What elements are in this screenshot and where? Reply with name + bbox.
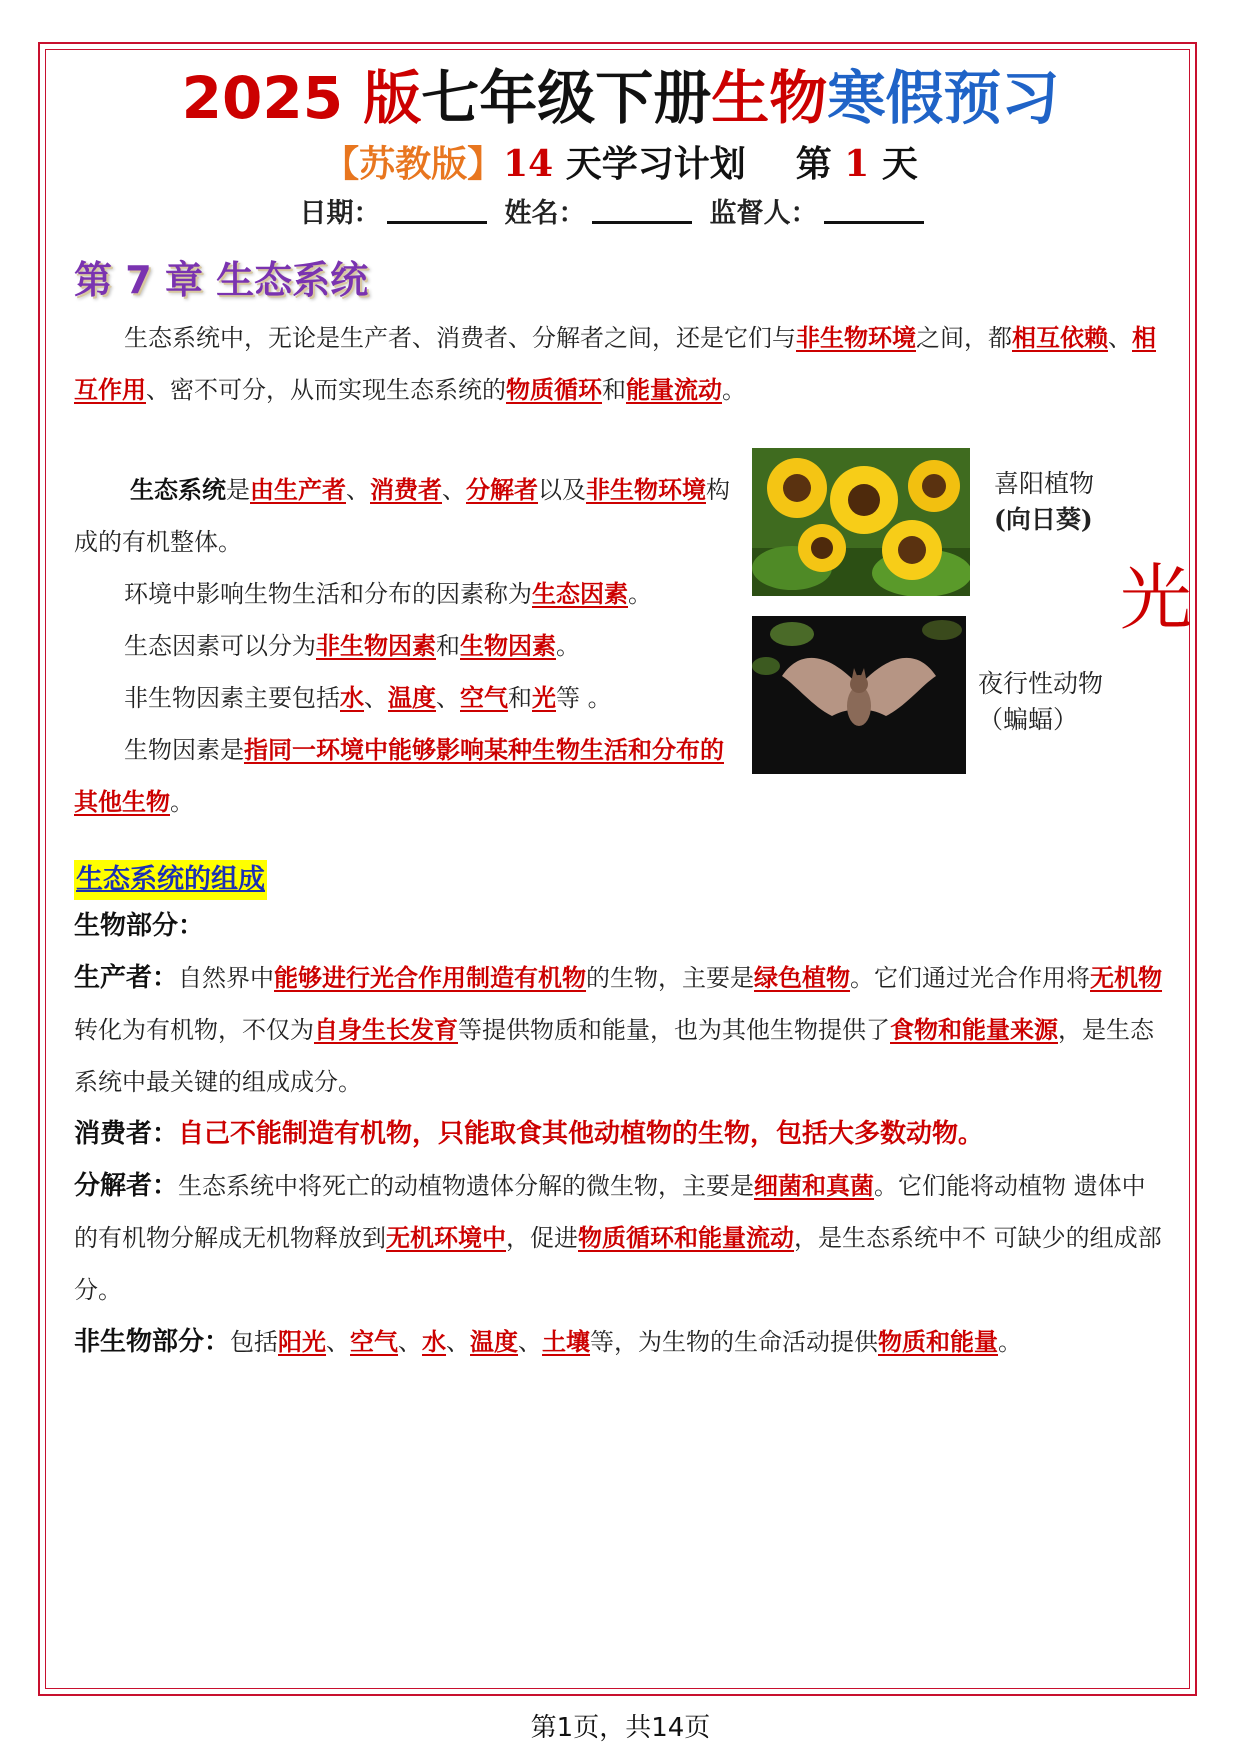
bat-image	[752, 616, 966, 774]
ecological-factor-def: 环境中影响生物生活和分布的因素称为生态因素。	[124, 580, 652, 608]
title-grade: 七年级下册	[421, 64, 712, 132]
subtitle-day-prefix: 第	[795, 143, 845, 185]
decomposer-paragraph: 分解者：生态系统中将死亡的动植物遗体分解的微生物，主要是细菌和真菌。它们能将动植物 遗体中的有机物分解成无机物释放到无机环境中，促进物质循环和能量流动，是生态系统中不 可缺少的组成部分。	[74, 1171, 1162, 1304]
subtitle-day-number: 1	[844, 143, 870, 185]
sunflower-caption: 喜阳植物 (向日葵)	[994, 469, 1095, 534]
title-subject: 生物	[711, 64, 828, 132]
date-blank[interactable]	[387, 197, 487, 224]
abiotic-factors-list: 非生物因素主要包括水、温度、空气和光等 。	[124, 684, 612, 712]
composition-heading: 生态系统的组成	[74, 860, 267, 900]
info-fill-row	[0, 194, 1241, 234]
name-blank[interactable]	[592, 197, 692, 224]
subtitle	[0, 140, 1241, 188]
bat-caption: 夜行性动物 （蝙蝠）	[978, 669, 1104, 734]
supervisor-blank[interactable]	[824, 197, 924, 224]
light-character: 光	[1120, 556, 1193, 640]
intro-paragraph: 生态系统中，无论是生产者、消费者、分解者之间，还是它们与非生物环境之间，都相互依赖、相互作用、密不可分，从而实现生态系统的物质循环和能量流动。	[74, 324, 1156, 404]
abiotic-part-paragraph: 非生物部分：包括阳光、空气、水、温度、土壤等，为生物的生命活动提供物质和能量。	[74, 1327, 1023, 1357]
page-footer: 第1页，共14页	[530, 1713, 711, 1743]
subtitle-edition: 【苏教版】	[323, 143, 504, 185]
sunflower-image	[752, 448, 970, 596]
title-year: 2025 版	[181, 64, 422, 132]
page-title	[0, 62, 1241, 134]
consumer-paragraph: 消费者：自己不能制造有机物，只能取食其他动植物的生物，包括大多数动物。	[74, 1119, 983, 1149]
subtitle-days-number: 14	[503, 143, 554, 185]
biotic-factor-def: 生物因素是指同一环境中能够影响某种生物生活和分布的其他生物。	[74, 736, 724, 816]
factor-classification: 生态因素可以分为非生物因素和生物因素。	[124, 632, 580, 660]
chapter-title: 第 7 章 生态系统	[74, 258, 369, 302]
date-label: 日期：	[299, 198, 381, 229]
bio-part-label: 生物部分：	[74, 911, 205, 941]
supervisor-label: 监督人：	[709, 198, 818, 229]
subtitle-day-suffix: 天	[869, 143, 918, 185]
name-label: 姓名：	[504, 198, 586, 229]
producer-paragraph: 生产者：自然界中能够进行光合作用制造有机物的生物，主要是绿色植物。它们通过光合作用将无机物转化为有机物，不仅为自身生长发育等提供物质和能量，也为其他生物提供了食物和能量来源，是生态系统中最关键的组成成分。	[74, 963, 1163, 1096]
title-preview: 寒假预习	[827, 64, 1060, 132]
subtitle-plan: 天学习计划	[553, 143, 746, 185]
ecosystem-definition: 生态系统是由生产者、消费者、分解者以及非生物环境构成的有机整体。	[74, 476, 730, 556]
